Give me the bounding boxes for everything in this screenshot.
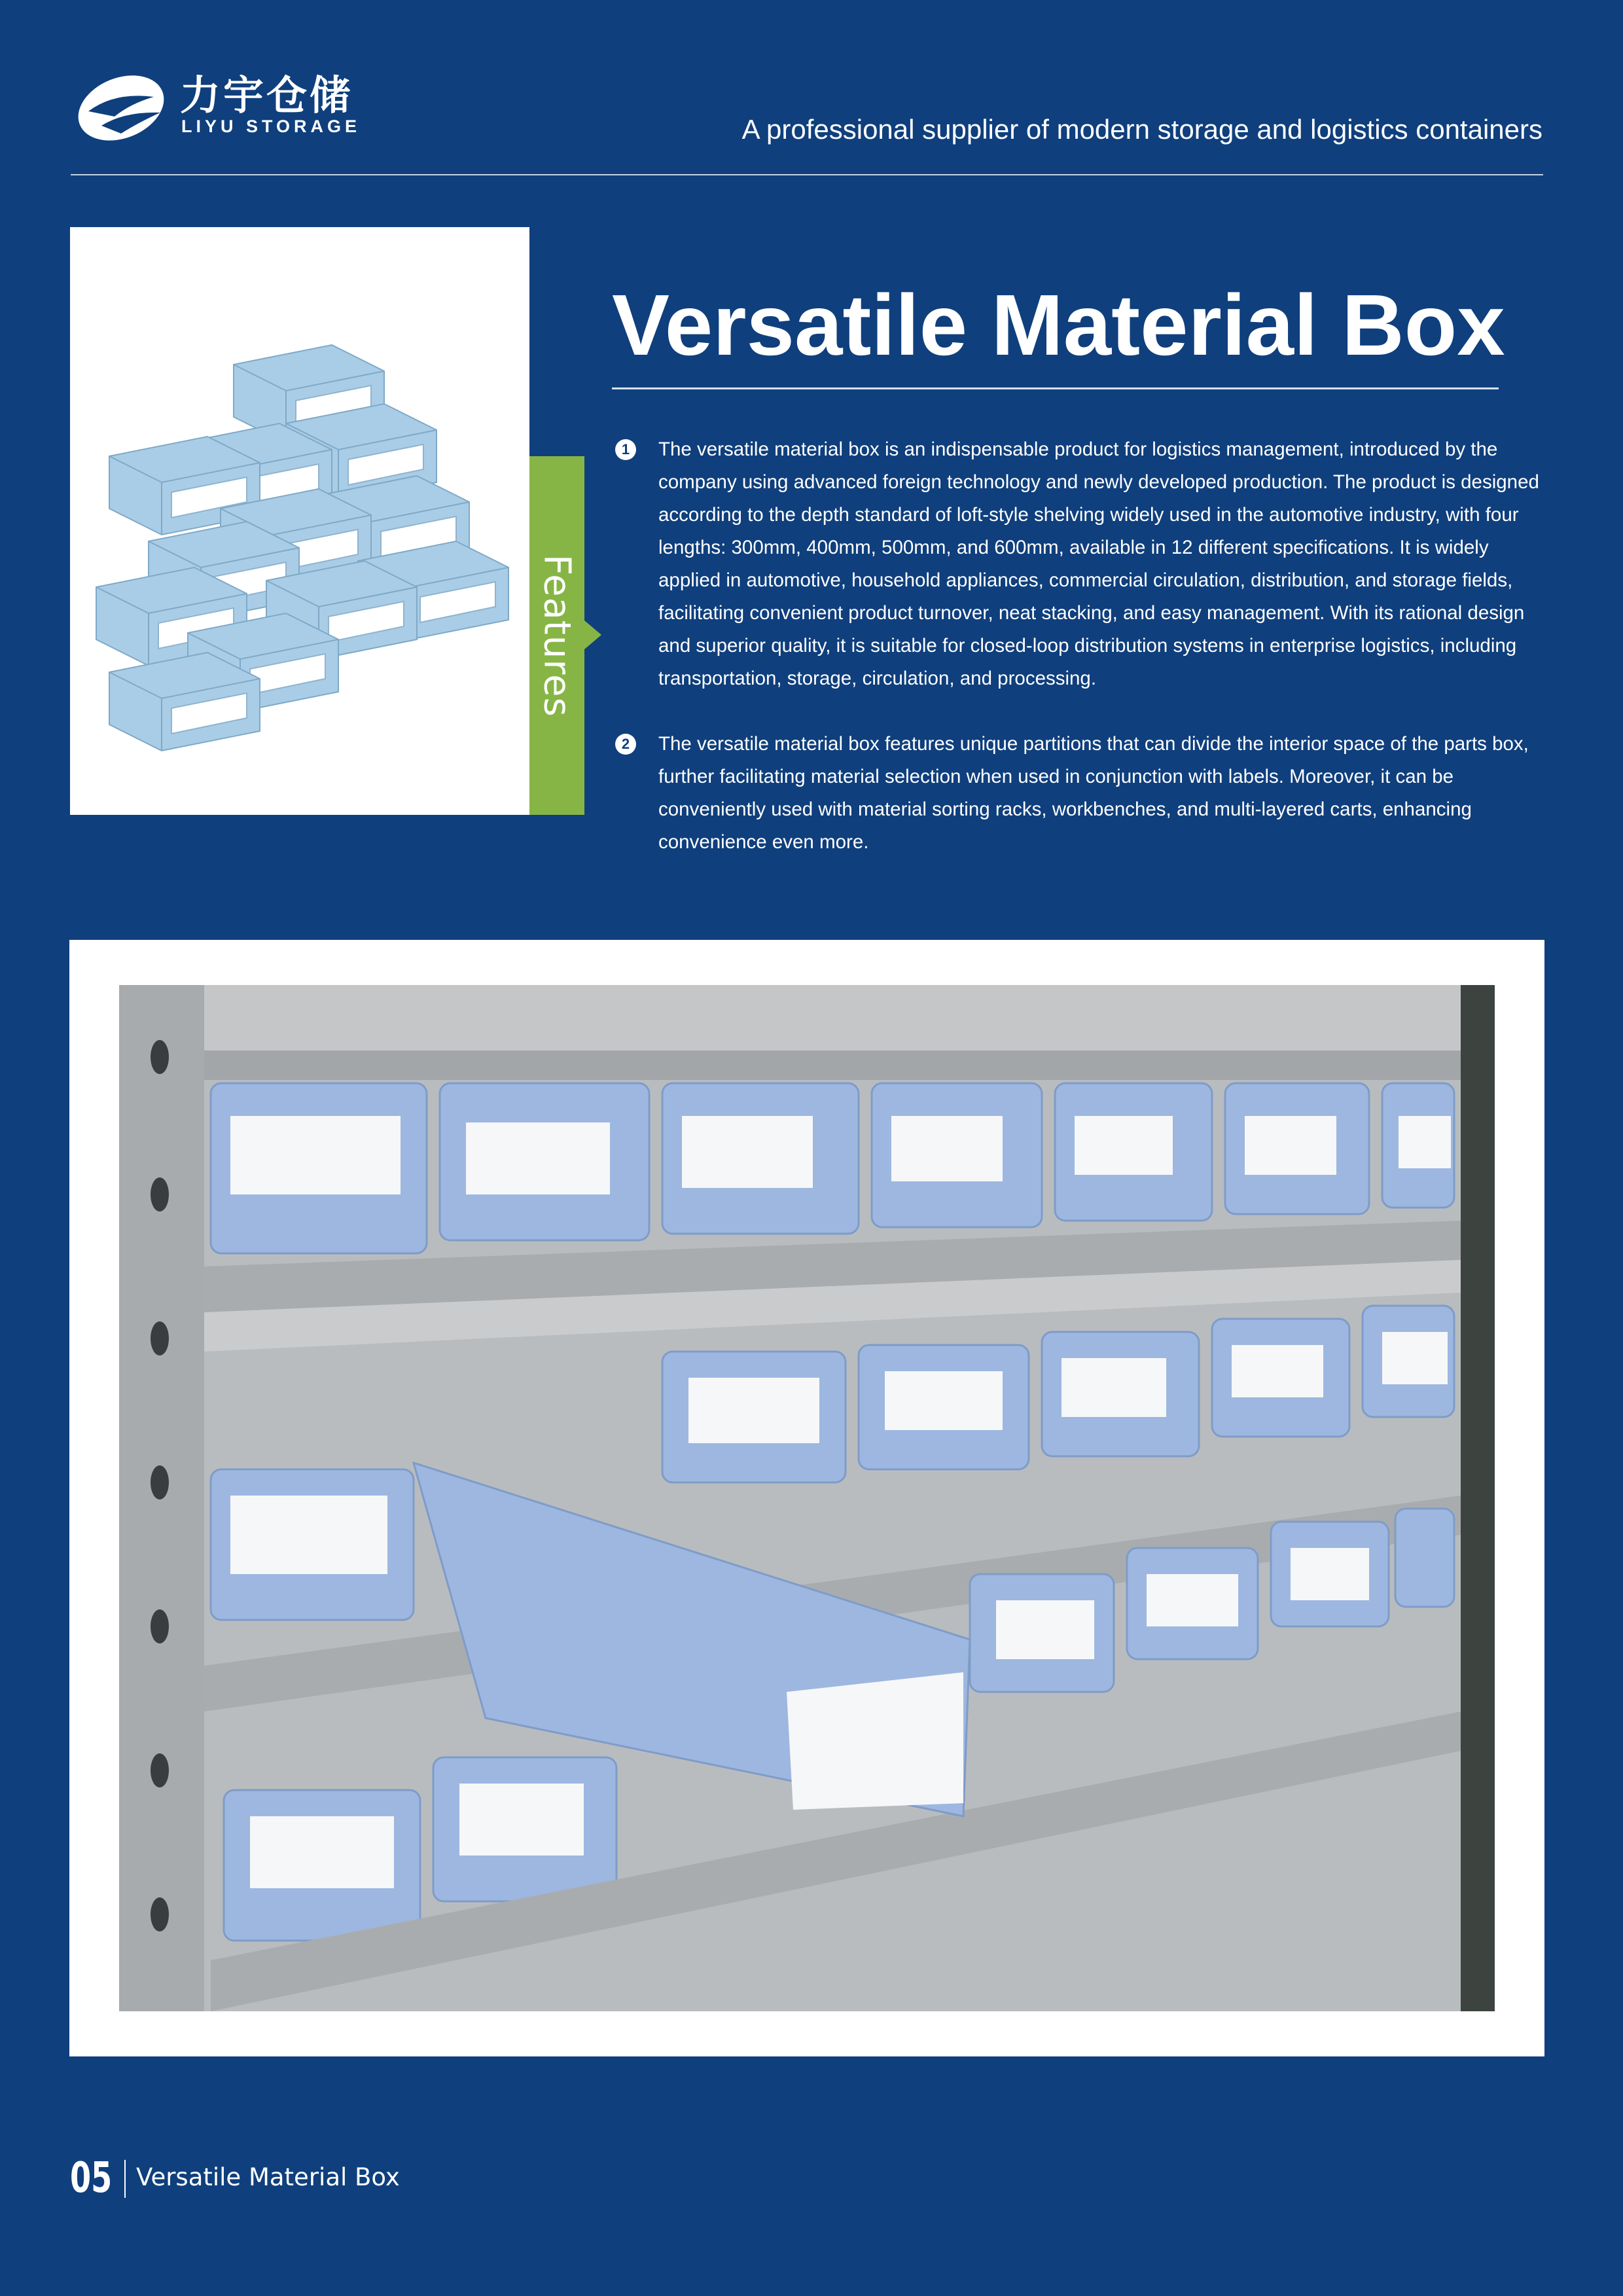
header-divider — [71, 174, 1543, 175]
header-tagline: A professional supplier of modern storage and logistics containers — [741, 114, 1543, 145]
feature-paragraph: The versatile material box features unique partitions that can divide the interior space of the parts box, further facilitating material selection when used in conjunction with labels. Moreover, it can be conveniently used with material sorting racks, workbenches, and multi-layered carts, enhancing convenience even more. — [658, 733, 1529, 853]
stacked-bins-illustration — [70, 227, 529, 815]
paragraph-number-badge: 1 — [615, 439, 636, 460]
title-underline — [612, 387, 1499, 389]
shelf-bins-photo — [119, 985, 1495, 2011]
page-title: Versatile Material Box — [612, 277, 1505, 373]
page-number: 05 — [70, 2154, 113, 2202]
logo-english-text: LIYU STORAGE — [181, 117, 361, 136]
footer-divider — [124, 2160, 126, 2198]
paragraph-number-badge: 2 — [615, 734, 636, 755]
product-image-card — [70, 227, 529, 815]
footer-section-title: Versatile Material Box — [136, 2163, 400, 2191]
logo-chinese-text: 力宇仓储 — [180, 73, 353, 118]
features-tab-label: Features — [535, 554, 579, 717]
feature-paragraph: The versatile material box is an indispensable product for logistics management, introduced by the company using advanced foreign technology and newly developed production. The product is designed according to the depth standard of loft-style shelving widely used in the automotive industry, with four lengths: 300mm, 400mm, 500mm, and 600mm, available in 12 different specifications. It is widely applied in automotive, household appliances, commercial circulation, distribution, and storage fields, facilitating convenient product turnover, neat stacking, and easy management. With its rational design and superior quality, it is suitable for closed-loop distribution systems in enterprise logistics, including transportation, storage, circulation, and processing. — [658, 439, 1539, 689]
features-tab-arrow — [584, 620, 601, 649]
